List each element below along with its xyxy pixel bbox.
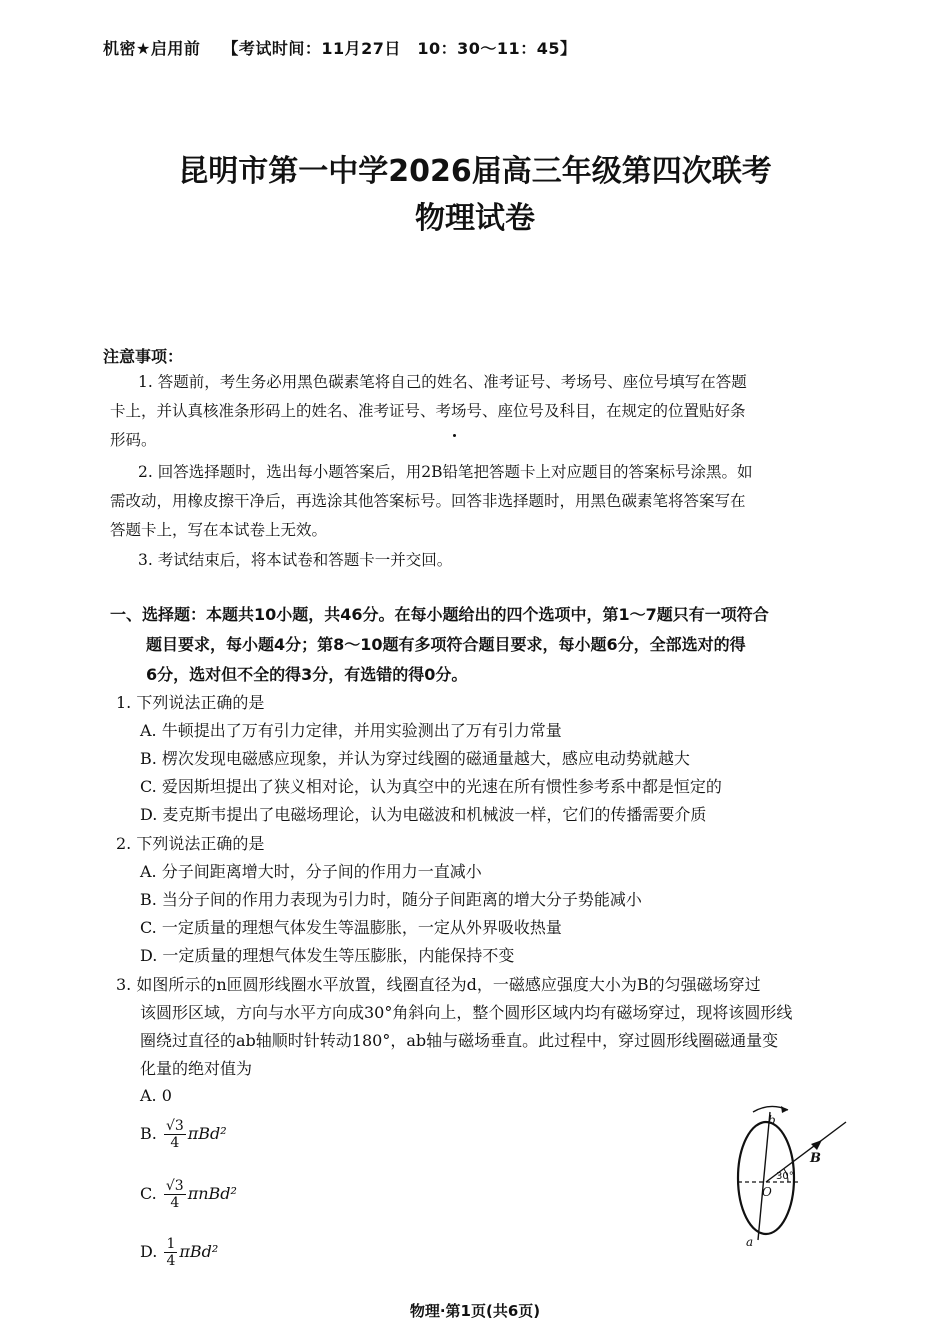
label-o: O — [762, 1185, 772, 1199]
notice-line: 3. 考试结束后，将本试卷和答题卡一并交回。 — [138, 551, 453, 569]
field-arrowhead — [811, 1140, 822, 1150]
label-field: B — [810, 1151, 821, 1166]
label-a: a — [746, 1235, 754, 1249]
fraction-denominator: 4 — [170, 1135, 180, 1151]
option-expression: πBd² — [179, 1242, 219, 1261]
notice-heading: 注意事项： — [103, 347, 184, 366]
notice-line: 形码。 — [110, 431, 157, 449]
option-label: D. — [140, 1242, 158, 1261]
rotation-arrowhead — [781, 1106, 788, 1113]
fraction-denominator: 4 — [166, 1253, 176, 1269]
label-b: b — [768, 1113, 776, 1127]
exam-title: 昆明市第一中学2026届高三年级第四次联考 — [178, 154, 772, 189]
option-c — [140, 1178, 237, 1211]
fraction — [164, 1236, 177, 1269]
option-expression: πnBd² — [187, 1184, 237, 1203]
option-expression: πBd² — [187, 1124, 227, 1143]
notice-line: 2. 回答选择题时，选出每小题答案后，用2B铅笔把答题卡上对应题目的答案标号涂黑。如 — [138, 463, 753, 481]
exam-header — [103, 36, 576, 59]
question-stem-line: 该圆形区域，方向与水平方向成30°角斜向上，整个圆形区域内均有磁场穿过，现将该圆形线 — [140, 1003, 793, 1022]
question-stem-line: 圈绕过直径的ab轴顺时针转动180°，ab轴与磁场垂直。此过程中，穿过圆形线圈磁通量变 — [140, 1031, 779, 1050]
section-line: 6分，选对但不全的得3分，有选错的得0分。 — [146, 665, 468, 684]
section-line: 一、选择题：本题共10小题，共46分。在每小题给出的四个选项中，第1～7题只有一项符合 — [110, 605, 769, 624]
option-c: C. 一定质量的理想气体发生等温膨胀，一定从外界吸收热量 — [140, 918, 562, 937]
notice-line: 需改动，用橡皮擦干净后，再选涂其他答案标号。回答非选择题时，用黑色碳素笔将答案写在 — [110, 492, 746, 510]
question-stem: 1. 下列说法正确的是 — [116, 693, 265, 712]
option-b — [140, 1118, 227, 1151]
question-stem-line: 3. 如图所示的n匝圆形线圈水平放置，线圈直径为d，一磁感应强度大小为B的匀强磁场穿过 — [116, 975, 761, 994]
option-a: A. 分子间距离增大时，分子间的作用力一直减小 — [140, 862, 482, 881]
option-d — [140, 1236, 218, 1269]
option-label: C. — [140, 1184, 157, 1203]
ab-axis — [758, 1112, 770, 1240]
option-b: B. 楞次发现电磁感应现象，并认为穿过线圈的磁通量越大，感应电动势就越大 — [140, 749, 690, 768]
exam-subtitle: 物理试卷 — [415, 201, 535, 236]
scan-speck — [453, 434, 456, 437]
option-label: B. — [140, 1124, 157, 1143]
coil-diagram — [718, 1100, 858, 1250]
fraction-numerator: √3 — [165, 1178, 184, 1194]
fraction — [164, 1118, 186, 1151]
option-c: C. 爱因斯坦提出了狭义相对论，认为真空中的光速在所有惯性参考系中都是恒定的 — [140, 777, 722, 796]
notice-line: 1. 答题前，考生务必用黑色碳素笔将自己的姓名、准考证号、考场号、座位号填写在答题 — [138, 373, 747, 391]
exam-time: 【考试时间：11月27日 10：30～11：45】 — [222, 39, 577, 58]
option-a: A. 牛顿提出了万有引力定律，并用实验测出了万有引力常量 — [140, 721, 562, 740]
option-d: D. 麦克斯韦提出了电磁场理论，认为电磁波和机械波一样，它们的传播需要介质 — [140, 805, 707, 824]
confidential-label: 机密★启用前 — [103, 39, 201, 58]
fraction-numerator: 1 — [166, 1236, 176, 1252]
option-b: B. 当分子间的作用力表现为引力时，随分子间距离的增大分子势能减小 — [140, 890, 642, 909]
notice-line: 答题卡上，写在本试卷上无效。 — [110, 521, 328, 539]
angle-label: 30° — [776, 1171, 794, 1182]
question-stem: 2. 下列说法正确的是 — [116, 834, 265, 853]
page-footer: 物理·第1页(共6页) — [409, 1302, 541, 1320]
fraction-numerator: √3 — [165, 1118, 184, 1134]
fraction — [164, 1178, 186, 1211]
notice-line: 卡上，并认真核准条形码上的姓名、准考证号、考场号、座位号及科目，在规定的位置贴好条 — [110, 402, 746, 420]
option-a: A. 0 — [140, 1086, 172, 1105]
question-stem-line: 化量的绝对值为 — [140, 1059, 253, 1078]
option-d: D. 一定质量的理想气体发生等压膨胀，内能保持不变 — [140, 946, 515, 965]
section-line: 题目要求，每小题4分；第8～10题有多项符合题目要求，每小题6分，全部选对的得 — [146, 635, 746, 654]
fraction-denominator: 4 — [170, 1195, 180, 1211]
